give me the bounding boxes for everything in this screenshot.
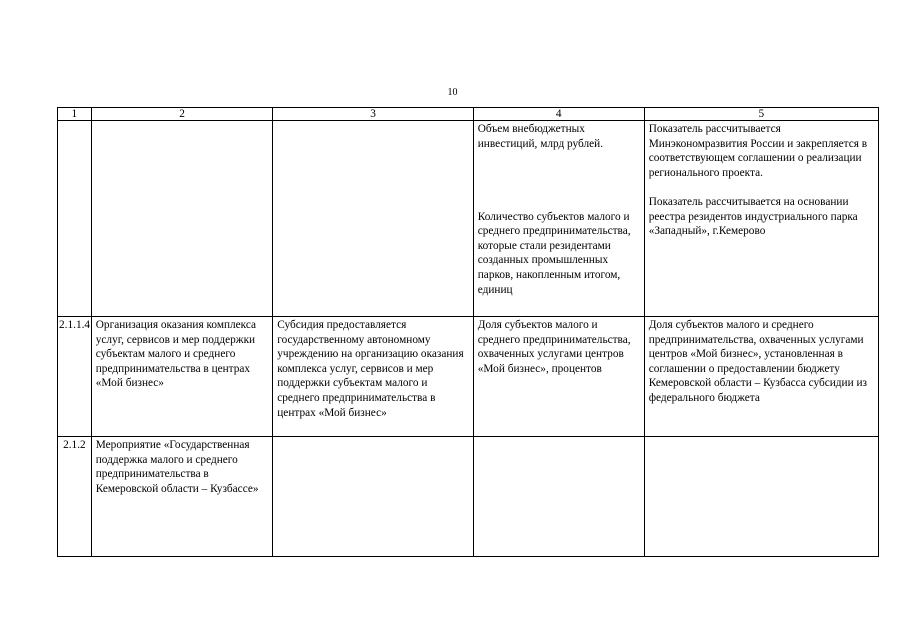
method-text: Показатель рассчитывается Минэкономразвития России и закрепляется в соответствующем соглашении о реализации регионального проекта. — [648, 123, 868, 179]
table-row — [58, 317, 879, 437]
indicator-cell — [473, 121, 644, 317]
program-table — [57, 107, 879, 557]
activity-cell — [91, 121, 273, 317]
page-number: 10 — [447, 87, 458, 98]
row-number-cell — [58, 121, 92, 317]
indicator-cell — [473, 437, 644, 557]
activity-cell: Мероприятие «Государственная поддержка малого и среднего предпринимательства в Кемеровской области – Кузбассе» — [91, 437, 273, 557]
description-cell — [273, 121, 474, 317]
indicator-cell: Доля субъектов малого и среднего предпринимательства, охваченных услугами центров «Мой бизнес», процентов — [473, 317, 644, 437]
column-header: 3 — [273, 108, 474, 121]
activity-cell: Организация оказания комплекса услуг, сервисов и мер поддержки субъектам малого и среднего предпринимательства в центрах «Мой бизнес» — [91, 317, 273, 437]
description-cell — [273, 437, 474, 557]
indicator-text: Количество субъектов малого и среднего предпринимательства, которые стали резидентами созданных промышленных парков, накопленным итогом, единиц — [477, 210, 631, 296]
indicator-text: Объем внебюджетных инвестиций, млрд рублей. — [477, 123, 604, 150]
row-number-cell: 2.1.1.4 — [58, 317, 92, 437]
method-cell — [644, 437, 878, 557]
table-row — [58, 437, 879, 557]
method-cell: Доля субъектов малого и среднего предпринимательства, охваченных услугами центров «Мой бизнес», установленная в соглашении о предоставлении бюджету Кемеровской области – Кузбасса субсидии из федерального бюджета — [644, 317, 878, 437]
column-header: 2 — [91, 108, 273, 121]
method-cell — [644, 121, 878, 317]
column-header: 1 — [58, 108, 92, 121]
table-header-row — [58, 108, 879, 121]
column-header: 5 — [644, 108, 878, 121]
method-text: Показатель рассчитывается на основании реестра резидентов индустриального парка «Западный», г.Кемерово — [648, 195, 858, 238]
description-cell: Субсидия предоставляется государственному автономному учреждению на организацию оказания комплекса услуг, сервисов и мер поддержки субъектам малого и среднего предпринимательства в центрах «Мой бизнес» — [273, 317, 474, 437]
table-row — [58, 121, 879, 317]
row-number-cell: 2.1.2 — [58, 437, 92, 557]
column-header: 4 — [473, 108, 644, 121]
